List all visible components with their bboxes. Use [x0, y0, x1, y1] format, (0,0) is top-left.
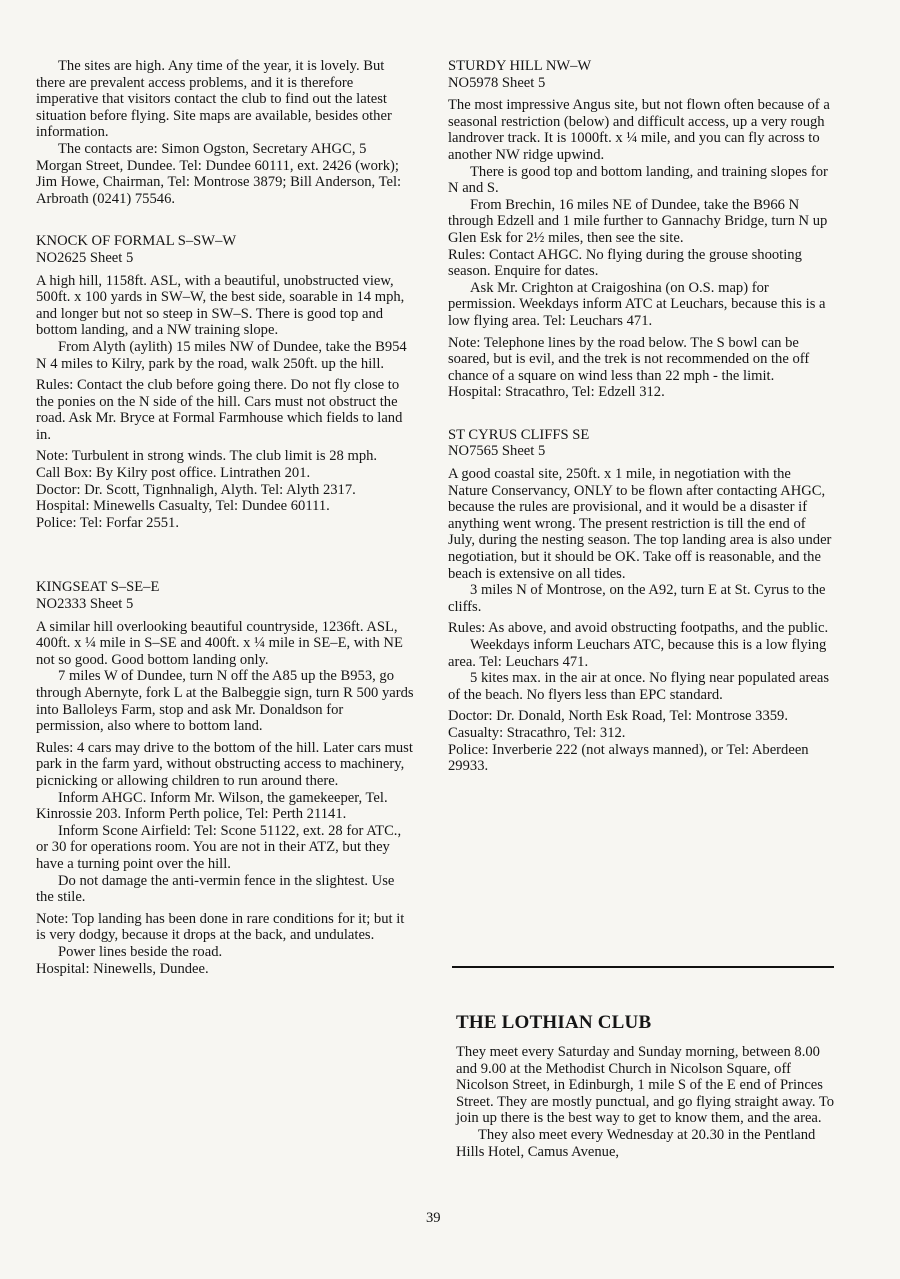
kingseat-heading [36, 579, 414, 612]
site-inform: Inform AHGC. Inform Mr. Wilson, the gamekeeper, Tel. Kinrossie 203. Inform Perth police, Tel: Perth 21141. [36, 789, 388, 823]
site-title: ST CYRUS CLIFFS SE [448, 426, 590, 443]
site-doctor: Doctor: Dr. Donald, North Esk Road, Tel: Montrose 3359. [448, 708, 789, 725]
intro-paragraph: The sites are high. Any time of the year, it is lovely. But there are prevalent access problems, and it is therefore imperative that visitors contact the club to find out the latest situation before flying. Site maps are available, besides other information. [36, 58, 392, 141]
site-title: KNOCK OF FORMAL S–SW–W [36, 233, 237, 250]
site-atc: Weekdays inform Leuchars ATC, because this is a low flying area. Tel: Leuchars 471. [448, 637, 827, 670]
site-limits: 5 kites max. in the air at once. No flying near populated areas of the beach. No flyers less than EPC standard. [448, 670, 830, 703]
left-column [36, 58, 414, 977]
club-wednesday-paragraph: They also meet every Wednesday at 20.30 in the Pentland Hills Hotel, Camus Avenue, [456, 1126, 816, 1160]
lothian-club-title: THE LOTHIAN CLUB [456, 1012, 652, 1033]
site-doctor: Doctor: Dr. Scott, Tignhnaligh, Alyth. Tel: Alyth 2317. [36, 481, 356, 498]
site-call-box: Call Box: By Kilry post office. Lintrathen 201. [36, 465, 311, 482]
site-title: STURDY HILL NW–W [448, 58, 592, 74]
site-rules: Rules: As above, and avoid obstructing footpaths, and the public. [448, 620, 829, 637]
site-note: Note: Turbulent in strong winds. The club limit is 28 mph. [36, 448, 378, 465]
section-divider [452, 966, 834, 968]
club-meeting-paragraph: They meet every Saturday and Sunday morning, between 8.00 and 9.00 at the Methodist Church in Nicolson Square, off Nicolson Street, in Edinburgh, 1 mile S of the E end of Princes Street. They are mostly punctual, and go flying straight away. To join up there is the best way to get to know them, and the area. [456, 1044, 835, 1127]
sturdy-hill-heading [448, 58, 832, 91]
contacts-paragraph: The contacts are: Simon Ogston, Secretary AHGC, 5 Morgan Street, Dundee. Tel: Dundee 60111, ext. 2426 (work); Jim Howe, Chairman, Tel: Montrose 3879; Bill Anderson, Tel: Arbroath (0241) 75546. [36, 140, 402, 207]
site-power-lines: Power lines beside the road. [58, 943, 223, 960]
site-description: A similar hill overlooking beautiful countryside, 1236ft. ASL, 400ft. x ¼ mile in S–SE and 400ft. x ¼ mile in SE–E, with NE not so good. Good bottom landing only. [36, 618, 403, 668]
site-reference: NO7565 Sheet 5 [448, 443, 546, 460]
site-landing: There is good top and bottom landing, and training slopes for N and S. [448, 163, 828, 197]
site-rules: Rules: Contact the club before going there. Do not fly close to the ponies on the N side of the hill. Cars must not obstruct the road. Ask Mr. Bryce at Formal Farmhouse which fields to land in. [36, 377, 403, 443]
knock-of-formal-heading [36, 233, 414, 266]
site-airfield: Inform Scone Airfield: Tel: Scone 51122, ext. 28 for ATC., or 30 for operations room. You are not in their ATZ, but they have a turning point over the hill. [36, 822, 402, 872]
site-fence: Do not damage the anti-vermin fence in the slightest. Use the stile. [36, 872, 395, 906]
site-police: Police: Tel: Forfar 2551. [36, 514, 180, 531]
site-note: Note: Telephone lines by the road below. The S bowl can be soared, but is evil, and the trek is not recommended on the off chance of a square on wind less than 22 mph - the limit. [448, 334, 810, 384]
right-column [448, 58, 832, 775]
site-hospital: Hospital: Ninewells, Dundee. [36, 960, 209, 977]
site-hospital: Hospital: Stracathro, Tel: Edzell 312. [448, 384, 665, 401]
site-permission: Ask Mr. Crighton at Craigoshina (on O.S. map) for permission. Weekdays inform ATC at Leuchars, because this is a low flying area. Tel: Leuchars 471. [448, 279, 826, 329]
site-directions: 7 miles W of Dundee, turn N off the A85 up the B953, go through Abernyte, fork L at the Balbeggie sign, turn R 500 yards into Balloleys Farm, stop and ask Mr. Donaldson for permission, also where to bottom land. [36, 668, 414, 735]
site-reference: NO5978 Sheet 5 [448, 74, 546, 91]
site-directions: From Alyth (aylith) 15 miles NW of Dundee, take the B954 N 4 miles to Kilry, park by the road, walk 250ft. up the hill. [36, 338, 407, 372]
page-number: 39 [426, 1210, 441, 1226]
site-directions: 3 miles N of Montrose, on the A92, turn E at St. Cyrus to the cliffs. [448, 582, 826, 615]
site-hospital: Hospital: Minewells Casualty, Tel: Dundee 60111. [36, 498, 330, 515]
site-note: Note: Top landing has been done in rare conditions for it; but it is very dodgy, because it drops at the back, and undulates. [36, 910, 405, 944]
site-description: A good coastal site, 250ft. x 1 mile, in negotiation with the Nature Conservancy, ONLY to be flown after contacting AHGC, because the rules are provisional, and it would be a disaster if anything went wrong. The present restriction is till the end of July, during the nesting season. The top landing area is also under negotiation, but it should be OK. Take off is reasonable, and the beach is extensive on all tides. [448, 466, 832, 582]
site-description: The most impressive Angus site, but not flown often because of a seasonal restriction (below) and difficult access, up a very rough landrover track. It is 1000ft. x ¼ mile, and you can fly across to another NW ridge upwind. [448, 97, 830, 163]
site-rules: Rules: Contact AHGC. No flying during the grouse shooting season. Enquire for dates. [448, 246, 802, 280]
st-cyrus-heading [448, 427, 832, 460]
site-reference: NO2625 Sheet 5 [36, 249, 134, 266]
site-police: Police: Inverberie 222 (not always manned), or Tel: Aberdeen 29933. [448, 741, 809, 775]
lothian-club-body [456, 1044, 838, 1160]
site-title: KINGSEAT S–SE–E [36, 579, 160, 596]
site-description: A high hill, 1158ft. ASL, with a beautiful, unobstructed view, 500ft. x 100 yards in SW–W, the best side, soarable in 14 mph, and longer but not so steep in SW–S. There is good top and bottom landing, and a NW training slope. [36, 272, 405, 339]
site-rules: Rules: 4 cars may drive to the bottom of the hill. Later cars must park in the farm yard, without obstructing access to machinery, picnicking or allowing children to run around there. [36, 739, 413, 789]
site-reference: NO2333 Sheet 5 [36, 596, 134, 613]
site-directions: From Brechin, 16 miles NE of Dundee, take the B966 N through Edzell and 1 mile further to Gannachy Bridge, turn N up Glen Esk for 2½ miles, then see the site. [448, 196, 828, 246]
site-casualty: Casualty: Stracathro, Tel: 312. [448, 724, 626, 741]
